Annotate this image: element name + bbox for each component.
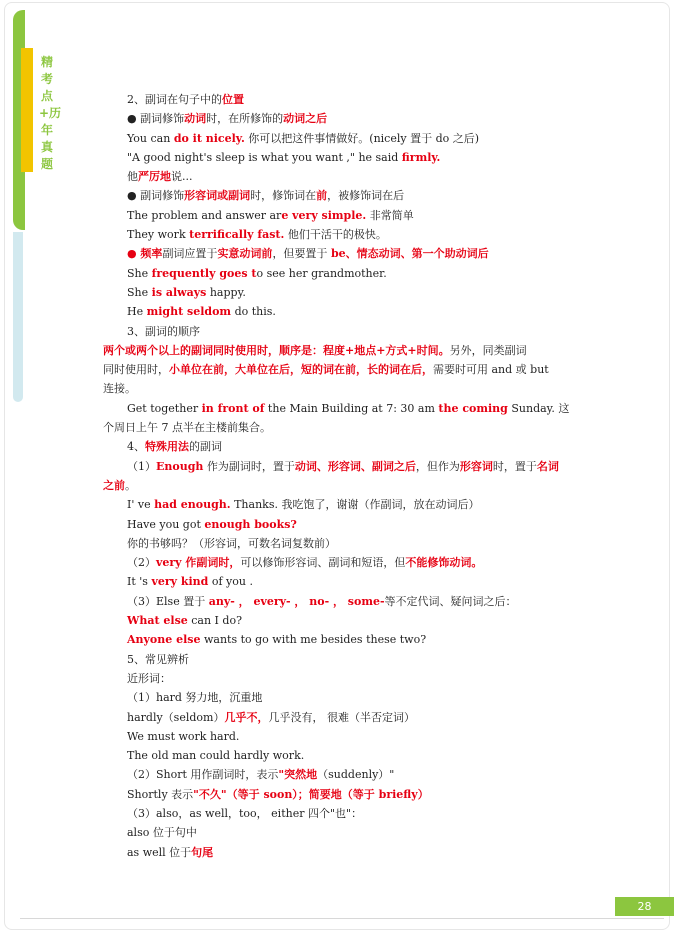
body-text: ，但作为	[415, 459, 460, 473]
body-text: 3、副词的顺序	[127, 324, 200, 338]
highlight-text: 动词	[184, 112, 207, 126]
text-line	[103, 476, 575, 495]
body-text: 他们干活干的极快。	[284, 228, 387, 242]
body-text: 4、	[127, 440, 145, 454]
body-text: hardly（seldom）	[127, 710, 225, 724]
page-number: 28	[615, 897, 674, 916]
body-text: （2）Short 用作副词时，表示	[127, 768, 279, 782]
highlight-text: is always	[151, 285, 207, 299]
highlight-text: frequently goes t	[151, 266, 257, 280]
body-text: （3）Else 置于	[127, 594, 209, 608]
text-line	[103, 765, 575, 784]
highlight-text: 形容词或副词	[184, 189, 251, 203]
body-text: 连接。	[103, 382, 136, 396]
body-text: ● 副词修饰	[127, 112, 185, 126]
body-text: Shortly 表示	[127, 787, 194, 801]
highlight-text: 小单位在前，大单位在后，短的词在前，长的词在后，	[169, 363, 433, 377]
highlight-text: the coming	[438, 401, 508, 415]
body-text: （3）also，as well，too， either 四个"也"：	[127, 806, 363, 820]
text-line	[103, 148, 575, 167]
body-text: （suddenly）"	[317, 768, 395, 782]
text-line	[103, 283, 575, 302]
body-text: I' ve	[127, 498, 155, 512]
body-text: 5、常见辨析	[127, 652, 189, 666]
body-text: 。	[125, 478, 136, 492]
text-line	[103, 785, 575, 804]
body-text: also 位于句中	[127, 826, 197, 840]
text-line	[103, 553, 575, 572]
highlight-text: 特殊用法	[145, 440, 189, 454]
body-text: Thanks. 我吃饱了，谢谢（作副词，放在动词后）	[230, 498, 480, 512]
highlight-text: had enough.	[154, 498, 231, 512]
text-line	[103, 746, 575, 765]
highlight-text: Enough	[156, 459, 204, 473]
text-line	[103, 206, 575, 225]
body-text: 可以修饰形容词、副词和短语，但	[240, 556, 406, 570]
text-line	[103, 109, 575, 128]
body-text: "A good night's sleep is what you want ," he said	[127, 150, 402, 164]
body-text: ，但要置于	[272, 247, 331, 261]
body-text: 他	[127, 170, 138, 184]
text-line	[103, 708, 575, 727]
body-text: 等不定代词、疑问词之后：	[384, 594, 517, 608]
highlight-text: "不久"（等于 soon）；简要地（等于 briefly）	[193, 787, 429, 801]
highlight-text: 之前	[103, 478, 125, 492]
text-line	[103, 302, 575, 321]
text-line	[103, 727, 575, 746]
body-text: 时，置于	[492, 459, 537, 473]
body-text: 作为副词时，置于	[203, 459, 295, 473]
highlight-text: e very simple.	[281, 208, 367, 222]
highlight-text: What else	[127, 614, 188, 628]
body-text: It 's	[127, 575, 152, 589]
text-line	[103, 399, 575, 418]
body-text: the Main Building at 7: 30 am	[264, 401, 439, 415]
text-line	[103, 264, 575, 283]
highlight-text: any- ， every- ， no- ， some-	[208, 594, 385, 608]
body-text: （2）	[127, 556, 156, 570]
body-text: Get together	[127, 401, 202, 415]
body-text: wants to go with me besides these two?	[200, 633, 427, 647]
side-bar-teal	[13, 232, 23, 402]
highlight-text: in front of	[201, 401, 265, 415]
body-text: do this.	[231, 305, 276, 319]
highlight-text: "突然地	[278, 768, 318, 782]
body-text: of you .	[208, 575, 253, 589]
highlight-text: 位置	[222, 93, 244, 106]
text-line	[103, 167, 575, 186]
footer-divider	[20, 918, 664, 919]
body-text: She	[127, 266, 152, 280]
body-text: 2、副词在句子中的	[127, 93, 222, 106]
highlight-text: terrifically fast.	[189, 228, 285, 242]
body-text: ● 副词修饰	[127, 189, 185, 203]
body-text: The problem and answer ar	[127, 208, 282, 222]
highlight-text: enough books?	[204, 517, 297, 531]
body-text: 你的书够吗？（形容词，可数名词复数前）	[127, 536, 336, 550]
text-line	[103, 437, 575, 456]
text-line	[103, 650, 575, 669]
text-line	[103, 534, 575, 553]
text-line	[103, 592, 575, 611]
text-line	[103, 495, 575, 514]
body-text: as well 位于	[127, 845, 192, 859]
text-line	[103, 515, 575, 534]
body-text: Sunday. 这	[507, 401, 570, 415]
text-line	[103, 823, 575, 842]
body-text: o see her grandmother.	[256, 266, 387, 280]
text-line	[103, 341, 575, 360]
side-bar-yellow	[21, 48, 33, 172]
text-line	[103, 572, 575, 591]
document-body	[103, 90, 575, 862]
highlight-text: 严厉地	[138, 170, 171, 184]
body-text: 需要时可用 and 或 but	[433, 363, 549, 377]
body-text: （1）hard 努力地，沉重地	[127, 691, 263, 705]
highlight-text: 不能修饰动词。	[405, 556, 483, 570]
text-line	[103, 630, 575, 649]
body-text: 几乎没有， 很难（半否定词）	[268, 710, 415, 724]
highlight-text: very 作副词时，	[156, 556, 241, 570]
body-text: They work	[127, 228, 190, 242]
body-text: 说...	[171, 170, 193, 184]
text-line	[103, 129, 575, 148]
highlight-text: firmly.	[401, 150, 441, 164]
highlight-text: do it nicely.	[173, 131, 245, 145]
highlight-text: Anyone else	[127, 633, 201, 647]
body-text: 副词应置于	[162, 247, 218, 261]
highlight-text: very kind	[151, 575, 209, 589]
highlight-text: 形容词	[459, 459, 493, 473]
highlight-text: 名词	[536, 459, 559, 473]
body-text: Have you got	[127, 517, 205, 531]
body-text: 非常简单	[366, 208, 414, 222]
body-text: We must work hard.	[127, 729, 240, 743]
text-line	[103, 225, 575, 244]
text-line	[103, 322, 575, 341]
text-line	[103, 457, 575, 476]
text-line	[103, 669, 575, 688]
body-text: The old man could hardly work.	[127, 749, 305, 763]
text-line	[103, 360, 575, 379]
body-text: You can	[127, 131, 174, 145]
side-label: 精考点+历年真题	[39, 55, 62, 171]
text-line	[103, 688, 575, 707]
text-line	[103, 843, 575, 862]
body-text: 你可以把这件事情做好。(nicely 置于 do 之后)	[244, 131, 480, 145]
body-text: 的副词	[189, 440, 222, 454]
highlight-text: be、情态动词、第一个助动词后	[330, 247, 489, 261]
body-text: 另外，同类副词	[449, 343, 527, 357]
text-line	[103, 379, 575, 398]
body-text: 时，修饰词在	[250, 189, 317, 203]
text-line	[103, 244, 575, 263]
body-text: （1）	[127, 459, 156, 473]
highlight-text: 实意动词前	[217, 247, 273, 261]
text-line	[103, 186, 575, 205]
body-text: 同时使用时，	[103, 363, 169, 377]
highlight-text: 动词、形容词、副词之后	[294, 459, 416, 473]
body-text: 个周日上午 7 点半在主楼前集合。	[103, 421, 271, 435]
highlight-text: 动词之后	[283, 112, 328, 126]
body-text: happy.	[206, 285, 246, 299]
body-text: 近形词：	[127, 671, 171, 685]
highlight-text: 几乎不，	[224, 710, 269, 724]
body-text: ，被修饰词在后	[327, 189, 405, 203]
text-line	[103, 418, 575, 437]
highlight-text: might seldom	[146, 305, 232, 319]
body-text: can I do?	[187, 614, 242, 628]
text-line	[103, 804, 575, 823]
highlight-text: ● 频率	[127, 247, 163, 261]
text-line	[103, 611, 575, 630]
highlight-text: 两个或两个以上的副词同时使用时，顺序是：程度+地点+方式+时间。	[103, 343, 450, 357]
highlight-text: 句尾	[191, 845, 214, 859]
body-text: He	[127, 305, 147, 319]
body-text: She	[127, 285, 152, 299]
text-line	[103, 90, 575, 109]
highlight-text: 前	[316, 189, 328, 203]
body-text: 时，在所修饰的	[206, 112, 284, 126]
